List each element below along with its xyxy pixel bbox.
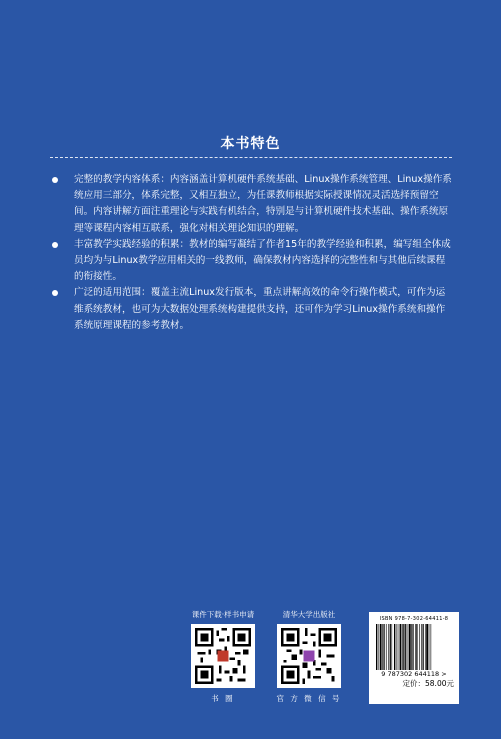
- feature-text: 完整的教学内容体系：内容涵盖计算机硬件系统基础、Linux操作系统管理、Linux操作系统应用三部分，体系完整，又相互独立，为任课教师根据实际授课情况灵活选择预留空间。内容讲解方面注重理论与实践有机结合，特别是与计算机硬件技术基础、操作系统原理等课程内容相互联系，强化对相关理论知识的理解。: [74, 174, 452, 234]
- qr-code-icon: [191, 624, 255, 688]
- price-label: 定价：58.00元: [402, 679, 454, 688]
- qr-title: 清华大学出版社: [282, 610, 336, 619]
- isbn-text: ISBN 978-7-302-64411-8: [379, 616, 449, 622]
- feature-item: [48, 285, 452, 334]
- barcode-digits: 9 787302 644118 >: [381, 670, 447, 678]
- feature-list: [48, 172, 452, 334]
- feature-text: 广泛的适用范围：覆盖主流Linux发行版本，重点讲解高效的命令行操作模式，可作为运维系统教材，也可为大数据处理系统构建提供支持，还可作为学习Linux操作系统和操作系统原理课程的参考教材。: [74, 287, 446, 331]
- qr-code-icon: [277, 624, 341, 688]
- qr-caption: 书 圈: [211, 694, 235, 703]
- qr-official-wechat: [264, 610, 354, 704]
- qr-caption: 官 方 微 信 号: [276, 694, 342, 703]
- feature-item: [48, 172, 452, 237]
- isbn-barcode: [369, 612, 459, 704]
- barcode-icon: [374, 624, 454, 670]
- section-title: 本书特色: [220, 136, 281, 152]
- bullet-icon: [52, 290, 58, 296]
- feature-text: 丰富教学实践经验的积累：教材的编写凝结了作者15年的教学经验和积累，编写组全体成员均为与Linux教学应用相关的一线教师，确保教材内容选择的完整性和与其他后续课程的衔接性。: [74, 238, 451, 283]
- title-divider: [50, 157, 452, 158]
- qr-courseware: [178, 610, 268, 704]
- qr-title: 课件下载·样书申请: [191, 610, 255, 619]
- bullet-icon: [52, 242, 58, 248]
- feature-item: [48, 237, 452, 286]
- bullet-icon: [52, 177, 58, 183]
